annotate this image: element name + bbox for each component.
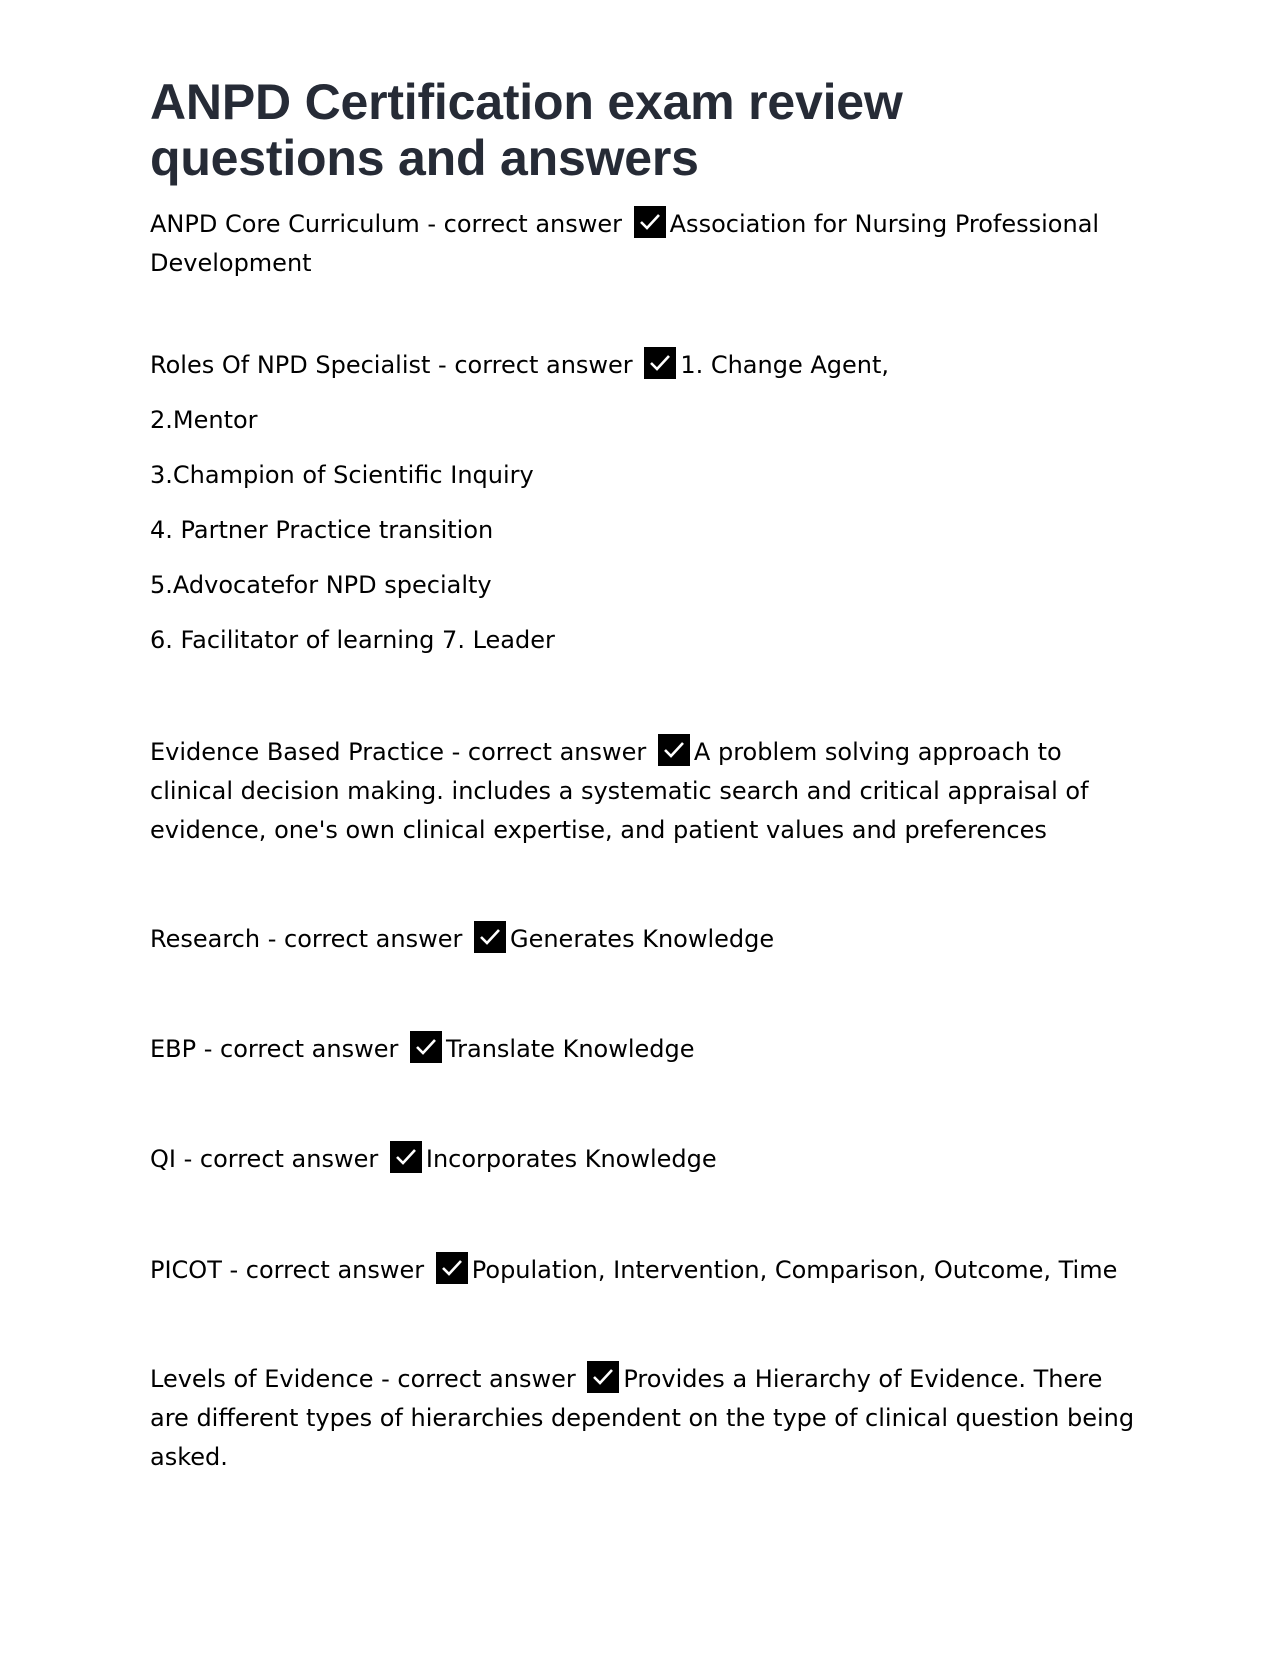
- qa-term: Roles Of NPD Specialist - correct answer: [150, 351, 641, 379]
- check-mark-icon: [587, 1361, 619, 1393]
- qa-term: Evidence Based Practice - correct answer: [150, 738, 654, 766]
- qa-term: ANPD Core Curriculum - correct answer: [150, 210, 630, 238]
- qa-term: EBP - correct answer: [150, 1035, 406, 1063]
- qa-answer: Generates Knowledge: [509, 925, 775, 953]
- check-mark-icon: [634, 206, 666, 238]
- qa-item-anpd-core-curriculum: [150, 205, 1135, 283]
- qa-answer: A problem solving approach to clinical decision making. includes a systematic search and critical appraisal of evidence, one's own clinical expertise, and patient values and preferences: [150, 738, 1089, 844]
- roles-line-4: 4. Partner Practice transition: [150, 516, 494, 544]
- check-mark-icon: [658, 734, 690, 766]
- check-mark-icon: [474, 921, 506, 953]
- roles-line-6: 6. Facilitator of learning 7. Leader: [150, 626, 555, 654]
- qa-item-levels-of-evidence: [150, 1360, 1135, 1477]
- qa-answer: Association for Nursing Professional Development: [150, 210, 1100, 277]
- qa-term: QI - correct answer: [150, 1145, 386, 1173]
- roles-line-2: 2.Mentor: [150, 406, 258, 434]
- qa-term: PICOT - correct answer: [150, 1256, 432, 1284]
- qa-answer: Translate Knowledge: [446, 1035, 695, 1063]
- qa-item-roles-npd-specialist: [150, 346, 1135, 385]
- check-mark-icon: [644, 347, 676, 379]
- check-mark-icon: [436, 1252, 468, 1284]
- qa-answer: 1. Change Agent,: [680, 351, 890, 379]
- qa-item-research: [150, 920, 1135, 959]
- qa-item-picot: [150, 1251, 1135, 1290]
- qa-item-evidence-based-practice: [150, 733, 1135, 850]
- page-title: ANPD Certification exam review questions and answers: [150, 74, 903, 186]
- qa-answer: Population, Intervention, Comparison, Outcome, Time: [471, 1256, 1118, 1284]
- qa-item-ebp: [150, 1030, 1135, 1069]
- check-mark-icon: [410, 1031, 442, 1063]
- qa-item-qi: [150, 1140, 1135, 1179]
- qa-term: Levels of Evidence - correct answer: [150, 1365, 584, 1393]
- check-mark-icon: [390, 1141, 422, 1173]
- qa-term: Research - correct answer: [150, 925, 470, 953]
- qa-answer: Provides a Hierarchy of Evidence. There are different types of hierarchies dependent on the type of clinical question being asked.: [150, 1365, 1135, 1471]
- roles-line-3: 3.Champion of Scientific Inquiry: [150, 461, 534, 489]
- qa-answer: Incorporates Knowledge: [425, 1145, 717, 1173]
- roles-line-5: 5.Advocatefor NPD specialty: [150, 571, 492, 599]
